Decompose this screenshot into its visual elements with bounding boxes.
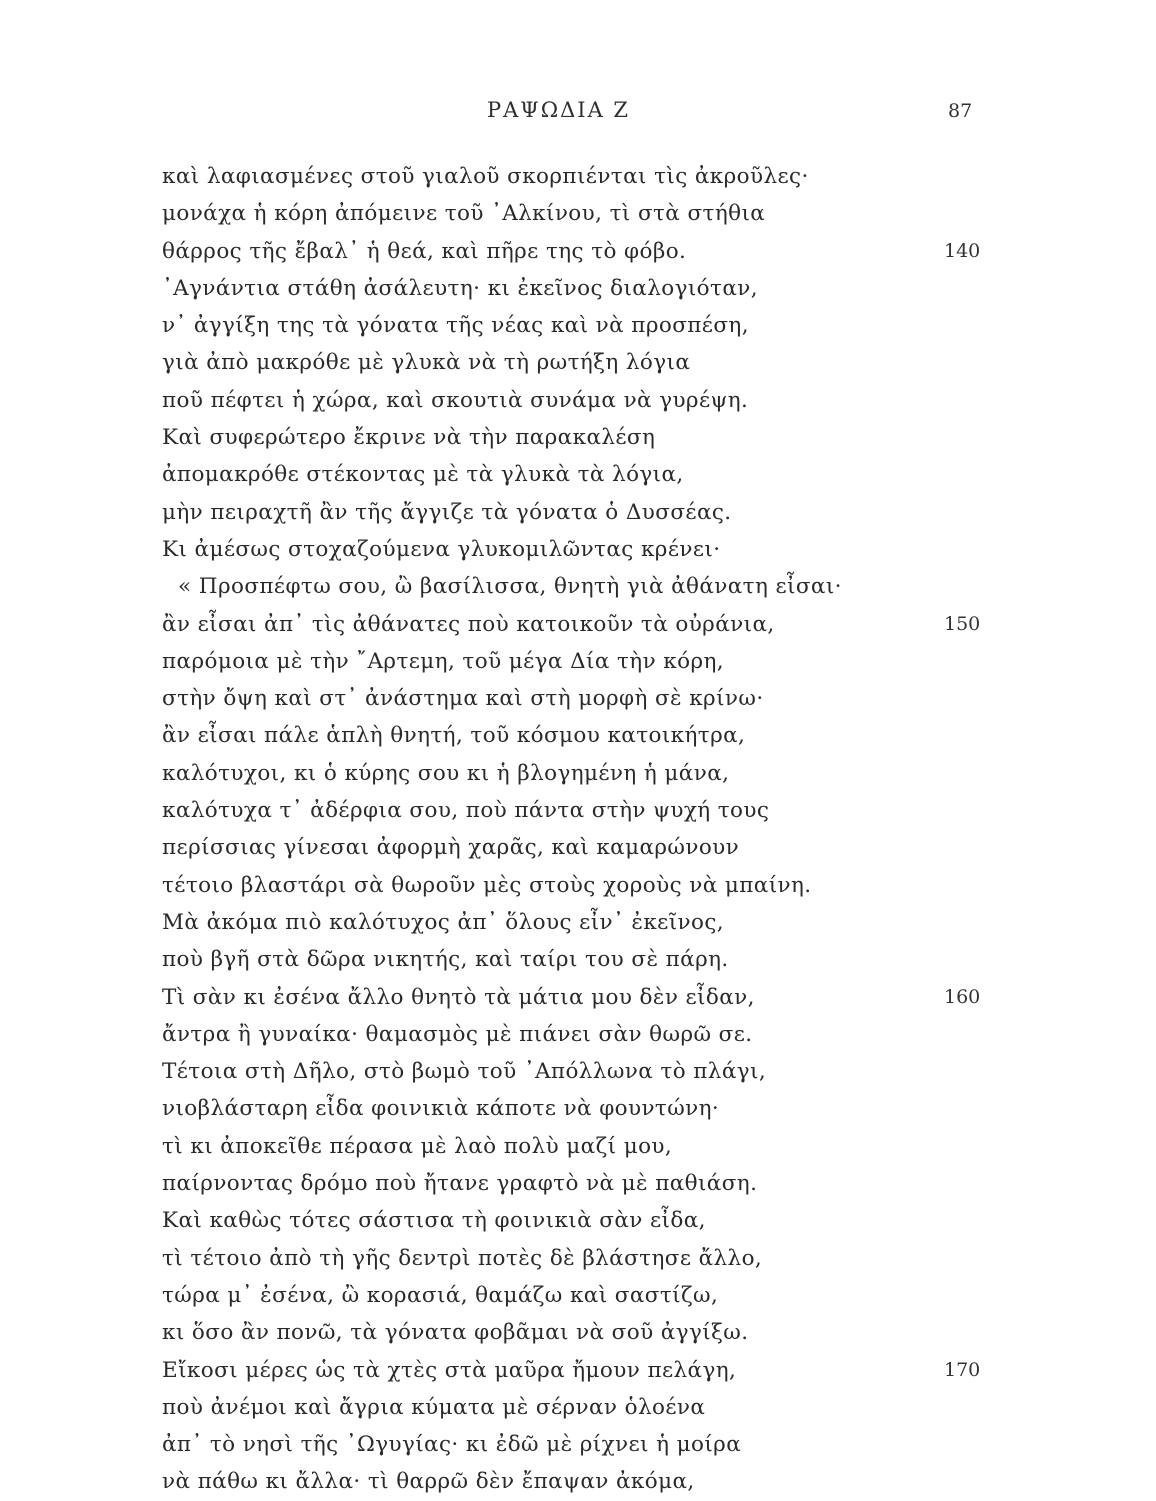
- line-number: 160: [944, 985, 981, 1008]
- verse-text: Εἴκοσι μέρες ὡς τὰ χτὲς στὰ μαῦρα ἤμουν πελάγη,: [162, 1357, 737, 1383]
- verse-text: Τέτοια στὴ Δῆλο, στὸ βωμὸ τοῦ ᾿Απόλλωνα τὸ πλάγι,: [162, 1059, 767, 1085]
- verse-line: [0, 1277, 1156, 1314]
- verse-line: [0, 904, 1156, 941]
- verse-line: [0, 1314, 1156, 1351]
- verse-text: μὴν πειραχτῆ ἂν τῆς ἄγγιζε τὰ γόνατα ὁ Δυσσέας.: [162, 499, 732, 525]
- poem-text: [0, 158, 1156, 1501]
- verse-text: Κι ἀμέσως στοχαζούμενα γλυκομιλῶντας κρένει·: [162, 536, 721, 562]
- verse-line: [0, 568, 1156, 605]
- verse-line: [0, 1090, 1156, 1127]
- verse-text: Καὶ καθὼς τότες σάστισα τὴ φοινικιὰ σὰν εἶδα,: [162, 1208, 706, 1234]
- verse-text: παρόμοια μὲ τὴν ῎Αρτεμη, τοῦ μέγα Δία τὴν κόρη,: [162, 648, 725, 674]
- verse-line: [0, 419, 1156, 456]
- verse-line: [0, 382, 1156, 419]
- verse-line: [0, 494, 1156, 531]
- verse-line: [0, 979, 1156, 1016]
- verse-text: ποὺ βγῆ στὰ δῶρα νικητής, καὶ ταίρι του σὲ πάρη.: [162, 947, 729, 973]
- verse-text: καλότυχοι, κι ὁ κύρης σου κι ἡ βλογημένη ἡ μάνα,: [162, 760, 730, 786]
- verse-line: [0, 1463, 1156, 1500]
- verse-text: γιὰ ἀπὸ μακρόθε μὲ γλυκὰ νὰ τὴ ρωτήξη λόγια: [162, 350, 691, 376]
- verse-text: ᾿Αγνάντια στάθη ἀσάλευτη· κι ἐκεῖνος διαλογιόταν,: [162, 275, 758, 301]
- verse-line: [0, 1202, 1156, 1239]
- verse-text: ἀπομακρόθε στέκοντας μὲ τὰ γλυκὰ τὰ λόγια,: [162, 462, 684, 488]
- verse-text: τώρα μ᾿ ἐσένα, ὢ κορασιά, θαμάζω καὶ σαστίζω,: [162, 1282, 719, 1308]
- verse-text: νὰ πάθω κι ἄλλα· τὶ θαρρῶ δὲν ἔπαψαν ἀκόμα,: [162, 1469, 695, 1495]
- verse-line: [0, 1240, 1156, 1277]
- verse-line: [0, 531, 1156, 568]
- running-head: [0, 98, 1156, 130]
- verse-text: θάρρος τῆς ἔβαλ᾿ ἡ θεά, καὶ πῆρε της τὸ φόβο.: [162, 238, 687, 264]
- verse-text: « Προσπέφτω σου, ὢ βασίλισσα, θνητὴ γιὰ ἀθάνατη εἶσαι·: [178, 574, 842, 600]
- verse-text: ἄντρα ἢ γυναίκα· θαμασμὸς μὲ πιάνει σὰν θωρῶ σε.: [162, 1021, 753, 1047]
- verse-text: στὴν ὄψη καὶ στ᾿ ἀνάστημα καὶ στὴ μορφὴ σὲ κρίνω·: [162, 686, 764, 712]
- verse-line: [0, 270, 1156, 307]
- verse-text: κι ὅσο ἂν πονῶ, τὰ γόνατα φοβᾶμαι νὰ σοῦ ἀγγίξω.: [162, 1320, 749, 1346]
- verse-text: Τὶ σὰν κι ἐσένα ἄλλο θνητὸ τὰ μάτια μου δὲν εἶδαν,: [162, 984, 755, 1010]
- verse-line: [0, 829, 1156, 866]
- verse-line: [0, 941, 1156, 978]
- verse-line: [0, 1165, 1156, 1202]
- chapter-title: ΡΑΨΩΔΙΑ Ζ: [487, 98, 631, 122]
- verse-line: [0, 233, 1156, 270]
- line-number: 140: [944, 239, 981, 262]
- verse-line: [0, 606, 1156, 643]
- verse-line: [0, 867, 1156, 904]
- verse-line: [0, 1389, 1156, 1426]
- verse-line: [0, 344, 1156, 381]
- verse-text: ἂν εἶσαι πάλε ἁπλὴ θνητή, τοῦ κόσμου κατοικήτρα,: [162, 723, 746, 749]
- verse-text: περίσσιας γίνεσαι ἀφορμὴ χαρᾶς, καὶ καμαρώνουν: [162, 835, 740, 861]
- verse-text: τέτοιο βλαστάρι σὰ θωροῦν μὲς στοὺς χοροὺς νὰ μπαίνη.: [162, 872, 812, 898]
- verse-text: παίρνοντας δρόμο ποὺ ἤτανε γραφτὸ νὰ μὲ παθιάση.: [162, 1171, 758, 1197]
- verse-text: ποὺ ἀνέμοι καὶ ἄγρια κύματα μὲ σέρναν ὁλοένα: [162, 1394, 706, 1420]
- verse-text: Καὶ συφερώτερο ἔκρινε νὰ τὴν παρακαλέση: [162, 425, 656, 451]
- verse-text: ἂν εἶσαι ἀπ᾿ τὶς ἀθάνατες ποὺ κατοικοῦν τὰ οὐράνια,: [162, 611, 775, 637]
- verse-line: [0, 1352, 1156, 1389]
- verse-text: Μὰ ἀκόμα πιὸ καλότυχος ἀπ᾿ ὅλους εἶν᾿ ἐκεῖνος,: [162, 909, 725, 935]
- line-number: 170: [944, 1358, 981, 1381]
- verse-line: [0, 643, 1156, 680]
- verse-text: μονάχα ἡ κόρη ἀπόμεινε τοῦ ᾿Αλκίνου, τὶ στὰ στήθια: [162, 201, 766, 227]
- verse-line: [0, 456, 1156, 493]
- verse-line: [0, 755, 1156, 792]
- verse-line: [0, 1128, 1156, 1165]
- verse-text: νιοβλάσταρη εἶδα φοινικιὰ κάποτε νὰ φουντώνη·: [162, 1096, 720, 1122]
- verse-line: [0, 195, 1156, 232]
- verse-text: ἀπ᾿ τὸ νησὶ τῆς ᾿Ωγυγίας· κι ἐδῶ μὲ ρίχνει ἡ μοίρα: [162, 1432, 742, 1458]
- verse-line: [0, 792, 1156, 829]
- verse-text: ν᾿ ἀγγίξη της τὰ γόνατα τῆς νέας καὶ νὰ προσπέση,: [162, 313, 749, 339]
- verse-text: καλότυχα τ᾿ ἀδέρφια σου, ποὺ πάντα στὴν ψυχή τους: [162, 798, 770, 824]
- verse-text: καὶ λαφιασμένες στοῦ γιαλοῦ σκορπιένται τὶς ἀκροῦλες·: [162, 164, 809, 189]
- verse-line: [0, 1426, 1156, 1463]
- verse-text: τὶ κι ἀποκεῖθε πέρασα μὲ λαὸ πολὺ μαζί μου,: [162, 1133, 673, 1159]
- line-number: 150: [944, 612, 981, 635]
- verse-line: [0, 680, 1156, 717]
- verse-line: [0, 1053, 1156, 1090]
- verse-line: [0, 307, 1156, 344]
- page-number: 87: [948, 100, 973, 122]
- verse-text: ποῦ πέφτει ἡ χώρα, καὶ σκουτιὰ συνάμα νὰ γυρέψη.: [162, 387, 749, 413]
- verse-line: [0, 717, 1156, 754]
- verse-text: τὶ τέτοιο ἀπὸ τὴ γῆς δεντρὶ ποτὲς δὲ βλάστησε ἄλλο,: [162, 1245, 763, 1271]
- verse-line: [0, 1016, 1156, 1053]
- verse-line: [0, 158, 1156, 195]
